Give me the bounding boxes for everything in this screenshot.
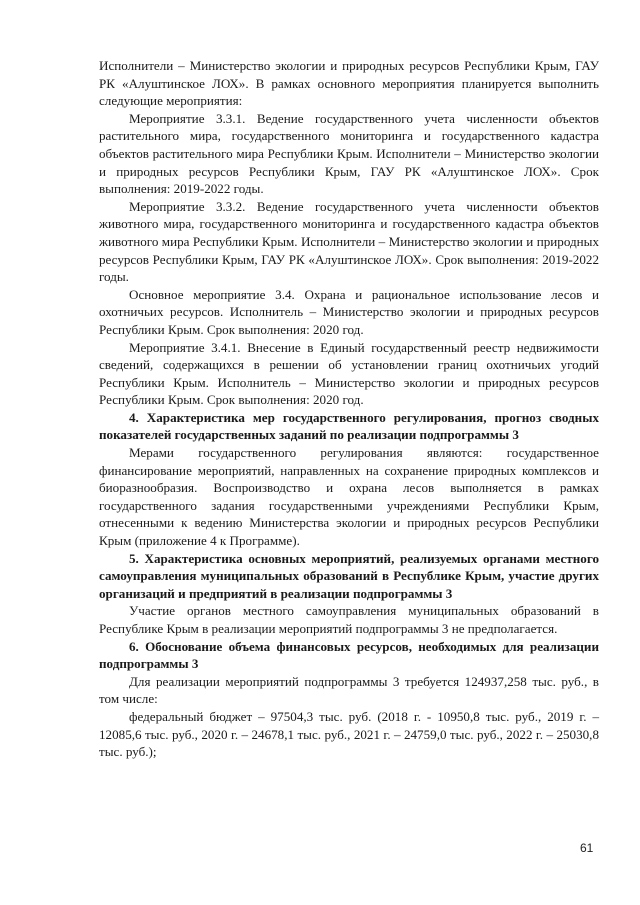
section-heading-4: 4. Характеристика мер государственного регулирования, прогноз сводных показателей государственных заданий по реализации подпрограммы 3 [99,409,599,443]
paragraph-measure-3-3-1: Мероприятие 3.3.1. Ведение государственного учета численности объектов растительного мира, государственного мониторинга и государственного кадастра объектов растительного мира Республики Крым. Исполнители – Министерство экологии и природных ресурсов Республики Крым, ГАУ РК «Алуштинское ЛОХ». Срок выполнения: 2019-2022 годы. [99,110,599,197]
paragraph-federal-budget: федеральный бюджет – 97504,3 тыс. руб. (2018 г. - 10950,8 тыс. руб., 2019 г. – 12085,6 тыс. руб., 2020 г. – 24678,1 тыс. руб., 2021 г. – 24759,0 тыс. руб., 2022 г. – 25030,8 тыс. руб.); [99,708,599,760]
paragraph-regulation-measures: Мерами государственного регулирования являются: государственное финансирование мероприятий, направленных на сохранение природных комплексов и биоразнообразия. Воспроизводство и охрана лесов выполняется в рамках государственного задания государственными учреждениями Республики Крым, отнесенными к ведению Министерства экологии и природных ресурсов Республики Крым (приложение 4 к Программе). [99,445,599,549]
paragraph-local-government: Участие органов местного самоуправления муниципальных образований в Республике Крым в реализации мероприятий подпрограммы 3 не предполагается. [99,603,599,636]
paragraph-measure-3-4-1: Мероприятие 3.4.1. Внесение в Единый государственный реестр недвижимости сведений, содержащихся в решении об установлении границ охотничьих угодий Республики Крым. Исполнитель – Министерство экологии и природных ресурсов Республики Крым. Срок выполнения: 2020 год. [99,339,599,408]
page-number: 61 [580,841,594,855]
paragraph-funding-total: Для реализации мероприятий подпрограммы 3 требуется 124937,258 тыс. руб., в том числе: [99,673,599,707]
section-heading-5: 5. Характеристика основных мероприятий, реализуемых органами местного самоуправления муниципальных образований в Республике Крым, участие других организаций и предприятий в реализации подпрограммы 3 [99,550,599,601]
section-heading-6: 6. Обоснование объема финансовых ресурсов, необходимых для реализации подпрограммы 3 [99,638,599,672]
paragraph-main-measure-3-4: Основное мероприятие 3.4. Охрана и рациональное использование лесов и охотничьих ресурсов. Исполнитель – Министерство экологии и природных ресурсов Республики Крым. Срок выполнения: 2020 год. [99,286,599,337]
paragraph-executors-intro: Исполнители – Министерство экологии и природных ресурсов Республики Крым, ГАУ РК «Алуштинское ЛОХ». В рамках основного мероприятия планируется выполнить следующие мероприятия: [99,58,599,109]
paragraph-measure-3-3-2: Мероприятие 3.3.2. Ведение государственного учета численности объектов животного мира, государственного мониторинга и государственного кадастра объектов животного мира Республики Крым. Исполнители – Министерство экологии и природных ресурсов Республики Крым, ГАУ РК «Алуштинское ЛОХ». Срок выполнения: 2019-2022 годы. [99,198,599,285]
document-page [99,57,599,761]
